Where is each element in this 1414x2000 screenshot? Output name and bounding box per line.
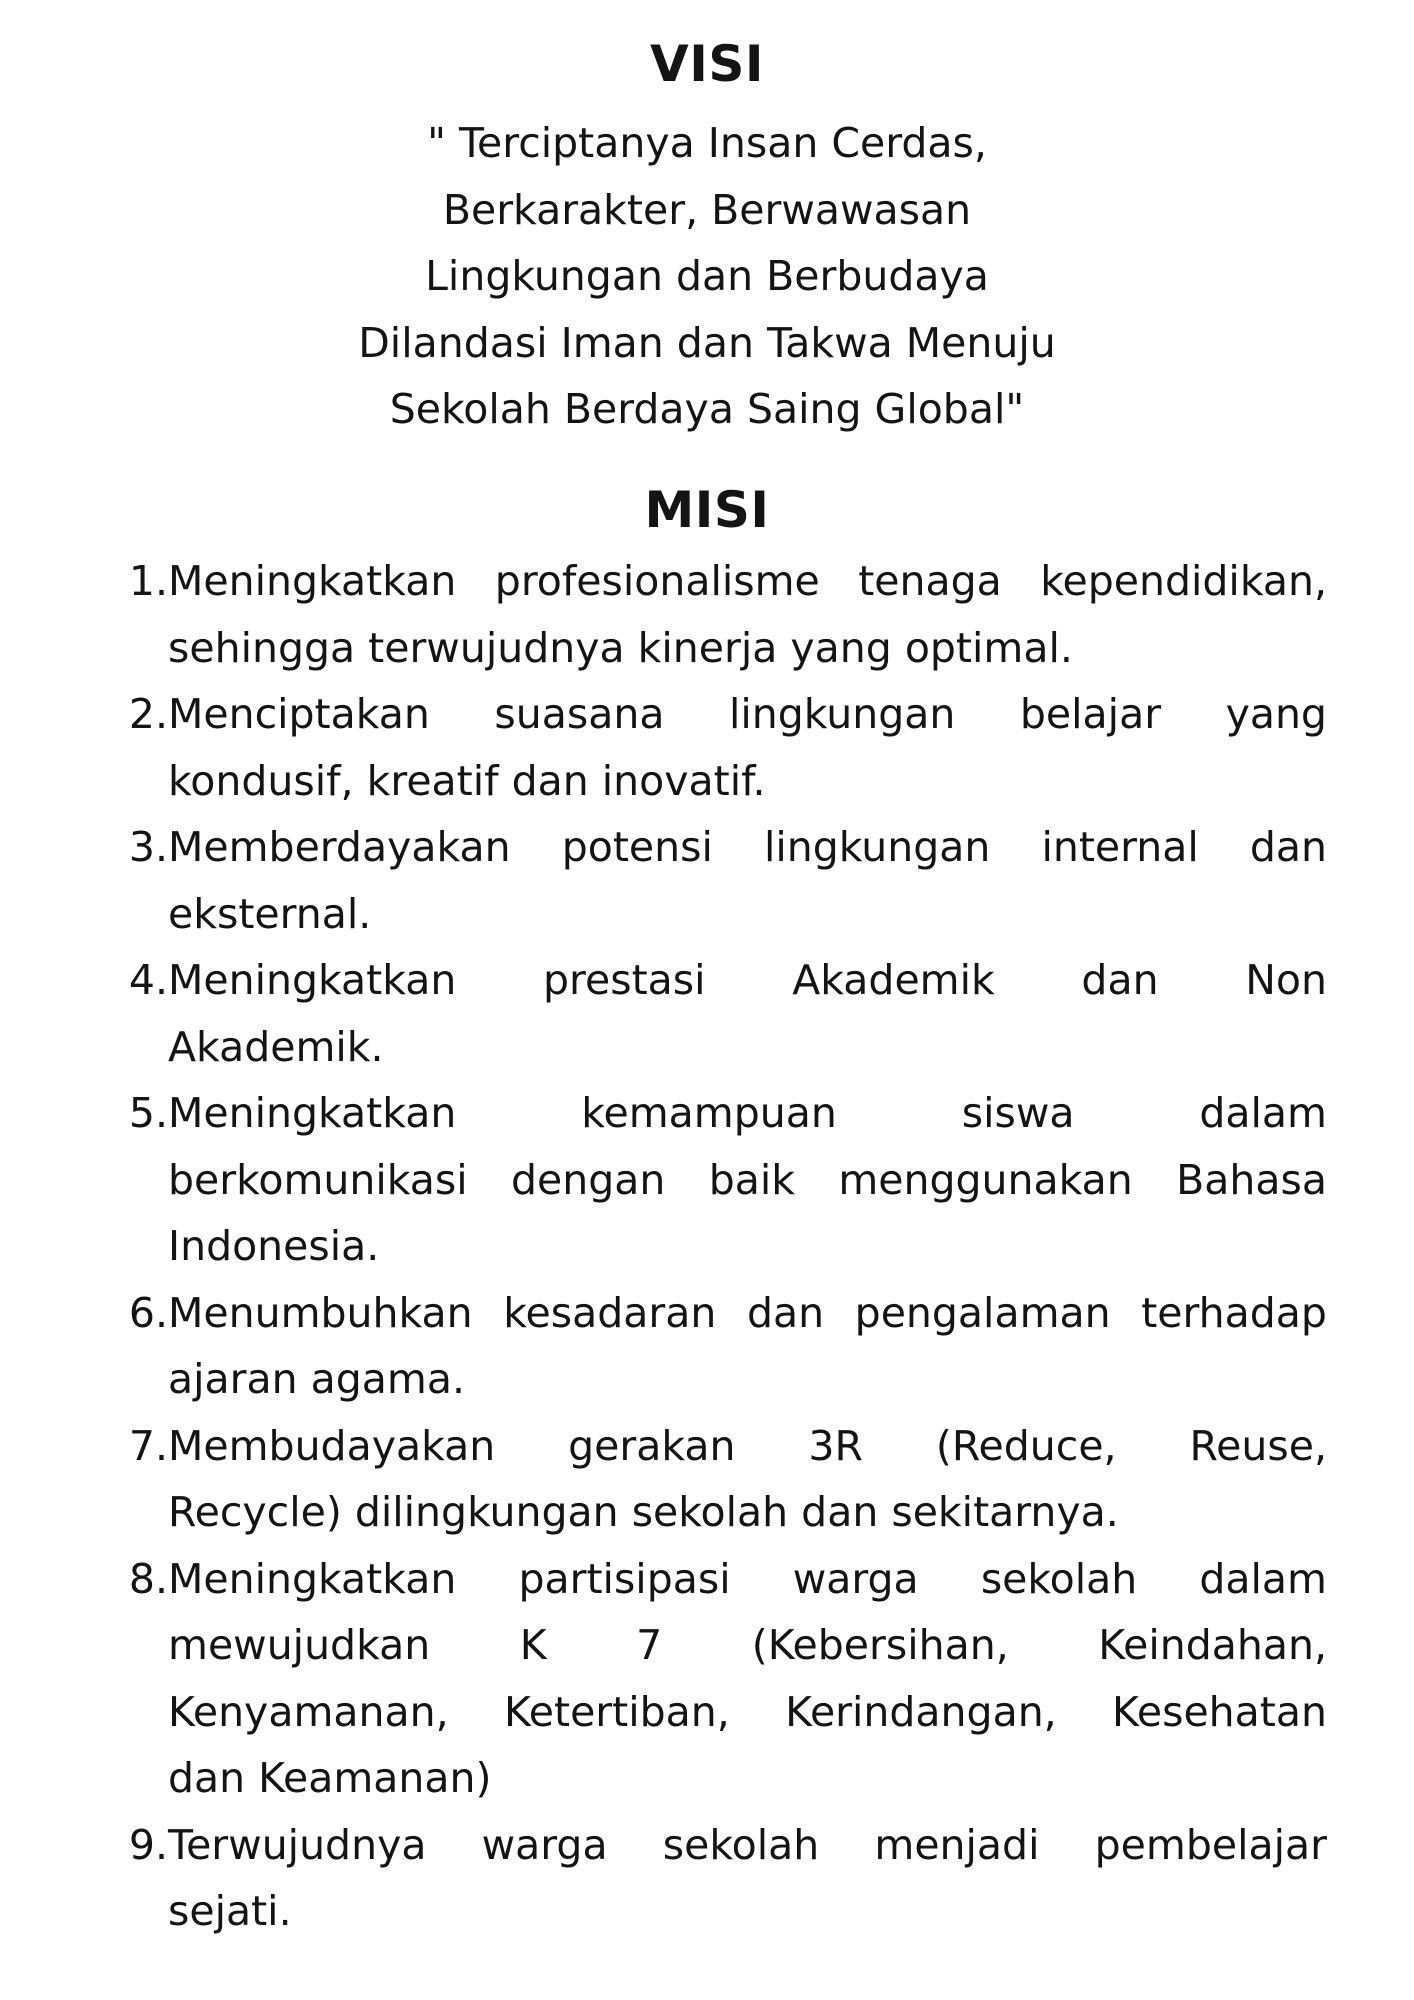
misi-word: Recycle) dilingkungan sekolah dan sekitarnya. bbox=[168, 1488, 1119, 1536]
misi-word: Bahasa bbox=[1176, 1155, 1327, 1204]
misi-item-text bbox=[168, 681, 1327, 814]
misi-item-number: 7. bbox=[128, 1421, 168, 1470]
misi-word: Menumbuhkan bbox=[168, 1288, 473, 1337]
misi-word: Ketertiban, bbox=[503, 1687, 730, 1736]
misi-word: dalam bbox=[1199, 1554, 1327, 1603]
misi-word: profesionalisme bbox=[494, 557, 820, 605]
visi-line: " Terciptanya Insan Cerdas, bbox=[427, 119, 987, 167]
misi-item-line bbox=[168, 1612, 1327, 1679]
misi-word: kondusif, kreatif dan inovatif. bbox=[168, 756, 766, 805]
misi-item-text bbox=[168, 1080, 1327, 1280]
misi-word: tenaga bbox=[858, 557, 1002, 605]
misi-item-line bbox=[168, 615, 1327, 682]
misi-item-line bbox=[168, 1745, 1327, 1812]
misi-word: kesadaran bbox=[503, 1288, 717, 1337]
misi-word: lingkungan bbox=[729, 690, 956, 738]
visi-line: Sekolah Berdaya Saing Global" bbox=[389, 385, 1025, 433]
misi-word: Meningkatkan bbox=[168, 1554, 457, 1603]
misi-word: pembelajar bbox=[1094, 1820, 1327, 1869]
misi-item-number: 4. bbox=[128, 956, 168, 1004]
misi-item-line bbox=[168, 814, 1327, 881]
misi-item-line bbox=[168, 1213, 1327, 1280]
misi-word: eksternal. bbox=[168, 889, 372, 938]
misi-word: Meningkatkan bbox=[168, 557, 457, 605]
misi-item-4 bbox=[0, 947, 1414, 1080]
misi-word: Keindahan, bbox=[1098, 1621, 1327, 1669]
misi-item-number: 2. bbox=[128, 690, 168, 738]
misi-word: Terwujudnya bbox=[168, 1820, 427, 1869]
misi-word: menjadi bbox=[874, 1820, 1040, 1869]
misi-item-line bbox=[168, 1014, 1327, 1081]
misi-item-line bbox=[168, 1346, 1327, 1413]
misi-item-number: 3. bbox=[128, 823, 168, 871]
misi-word: gerakan bbox=[568, 1421, 736, 1470]
misi-word: Akademik bbox=[792, 956, 995, 1004]
misi-word: Membudayakan bbox=[168, 1421, 496, 1470]
misi-word: sehingga terwujudnya kinerja yang optimal. bbox=[168, 623, 1073, 672]
misi-word: K bbox=[519, 1621, 547, 1669]
misi-item-text bbox=[168, 548, 1327, 681]
misi-item-line bbox=[168, 1479, 1327, 1546]
misi-word: internal bbox=[1041, 823, 1199, 871]
misi-word: siswa bbox=[961, 1089, 1075, 1137]
misi-word: sekolah bbox=[980, 1554, 1138, 1603]
misi-word: sekolah bbox=[662, 1820, 820, 1869]
misi-word: mewujudkan bbox=[168, 1621, 431, 1669]
misi-item-text bbox=[168, 1546, 1327, 1812]
misi-word: sejati. bbox=[168, 1887, 292, 1935]
misi-item-text bbox=[168, 947, 1327, 1080]
misi-word: Meningkatkan bbox=[168, 956, 457, 1004]
misi-word: dan bbox=[746, 1288, 825, 1337]
misi-word: (Kebersihan, bbox=[751, 1621, 1009, 1669]
misi-item-number: 6. bbox=[128, 1288, 168, 1337]
misi-item-8 bbox=[0, 1546, 1414, 1812]
misi-word: Non bbox=[1245, 956, 1327, 1004]
misi-item-line bbox=[168, 1546, 1327, 1613]
misi-word: Kerindangan, bbox=[785, 1687, 1057, 1736]
misi-word: (Reduce, bbox=[935, 1421, 1117, 1470]
misi-item-line bbox=[168, 1679, 1327, 1746]
misi-word: Kesehatan bbox=[1112, 1687, 1327, 1736]
misi-item-line bbox=[168, 548, 1327, 615]
misi-word: prestasi bbox=[543, 956, 706, 1004]
misi-item-line bbox=[168, 881, 1327, 948]
misi-item-text bbox=[168, 1280, 1327, 1413]
misi-word: terhadap bbox=[1141, 1288, 1327, 1337]
misi-item-line bbox=[168, 947, 1327, 1014]
misi-word: potensi bbox=[561, 823, 713, 871]
visi-statement bbox=[207, 110, 1207, 443]
misi-word: ajaran agama. bbox=[168, 1355, 466, 1403]
misi-word: dan Keamanan) bbox=[168, 1754, 492, 1802]
misi-item-2 bbox=[0, 681, 1414, 814]
misi-item-9 bbox=[0, 1812, 1414, 1945]
misi-word: dalam bbox=[1199, 1089, 1327, 1137]
misi-item-3 bbox=[0, 814, 1414, 947]
visi-line: Dilandasi Iman dan Takwa Menuju bbox=[358, 318, 1056, 367]
misi-word: Akademik. bbox=[168, 1022, 384, 1071]
misi-item-text bbox=[168, 1812, 1327, 1945]
misi-word: lingkungan bbox=[763, 823, 991, 871]
misi-word: pengalaman bbox=[854, 1288, 1111, 1337]
misi-word: suasana bbox=[494, 690, 665, 738]
misi-word: dan bbox=[1081, 956, 1159, 1004]
misi-item-line bbox=[168, 1878, 1327, 1945]
misi-item-line bbox=[168, 748, 1327, 815]
misi-item-line bbox=[168, 1812, 1327, 1879]
misi-word: yang bbox=[1225, 690, 1327, 738]
misi-word: baik bbox=[708, 1155, 796, 1204]
misi-item-number: 8. bbox=[128, 1554, 168, 1603]
misi-word: belajar bbox=[1019, 690, 1162, 738]
visi-heading: VISI bbox=[650, 35, 764, 93]
misi-item-text bbox=[168, 1413, 1327, 1546]
misi-word: 3R bbox=[808, 1421, 863, 1470]
misi-item-5 bbox=[0, 1080, 1414, 1280]
misi-word: berkomunikasi bbox=[168, 1155, 468, 1204]
misi-item-line bbox=[168, 1147, 1327, 1214]
misi-word: Indonesia. bbox=[168, 1222, 380, 1270]
misi-word: Menciptakan bbox=[168, 690, 430, 738]
visi-line: Lingkungan dan Berbudaya bbox=[425, 252, 989, 300]
misi-item-text bbox=[168, 814, 1327, 947]
misi-item-number: 5. bbox=[128, 1089, 168, 1137]
misi-item-line bbox=[168, 1080, 1327, 1147]
misi-item-line bbox=[168, 1280, 1327, 1347]
misi-item-6 bbox=[0, 1280, 1414, 1413]
misi-item-7 bbox=[0, 1413, 1414, 1546]
misi-item-line bbox=[168, 1413, 1327, 1480]
misi-heading: MISI bbox=[644, 481, 770, 539]
misi-word: partisipasi bbox=[518, 1554, 731, 1603]
misi-word: menggunakan bbox=[838, 1155, 1133, 1204]
misi-word: Memberdayakan bbox=[168, 823, 511, 871]
misi-word: dengan bbox=[511, 1155, 666, 1204]
misi-word: kemampuan bbox=[581, 1089, 837, 1137]
misi-item-number: 1. bbox=[128, 557, 168, 605]
misi-item-number: 9. bbox=[128, 1820, 168, 1869]
misi-item-1 bbox=[0, 548, 1414, 681]
misi-word: Meningkatkan bbox=[168, 1089, 457, 1137]
misi-word: dan bbox=[1249, 823, 1327, 871]
visi-line: Berkarakter, Berwawasan bbox=[442, 185, 972, 234]
misi-word: Kenyamanan, bbox=[168, 1687, 449, 1736]
misi-item-line bbox=[168, 681, 1327, 748]
misi-word: warga bbox=[481, 1820, 608, 1869]
misi-word: 7 bbox=[636, 1621, 663, 1669]
misi-word: warga bbox=[792, 1554, 919, 1603]
misi-list bbox=[0, 548, 1414, 1945]
misi-word: kependidikan, bbox=[1040, 557, 1327, 605]
misi-word: Reuse, bbox=[1189, 1421, 1327, 1470]
